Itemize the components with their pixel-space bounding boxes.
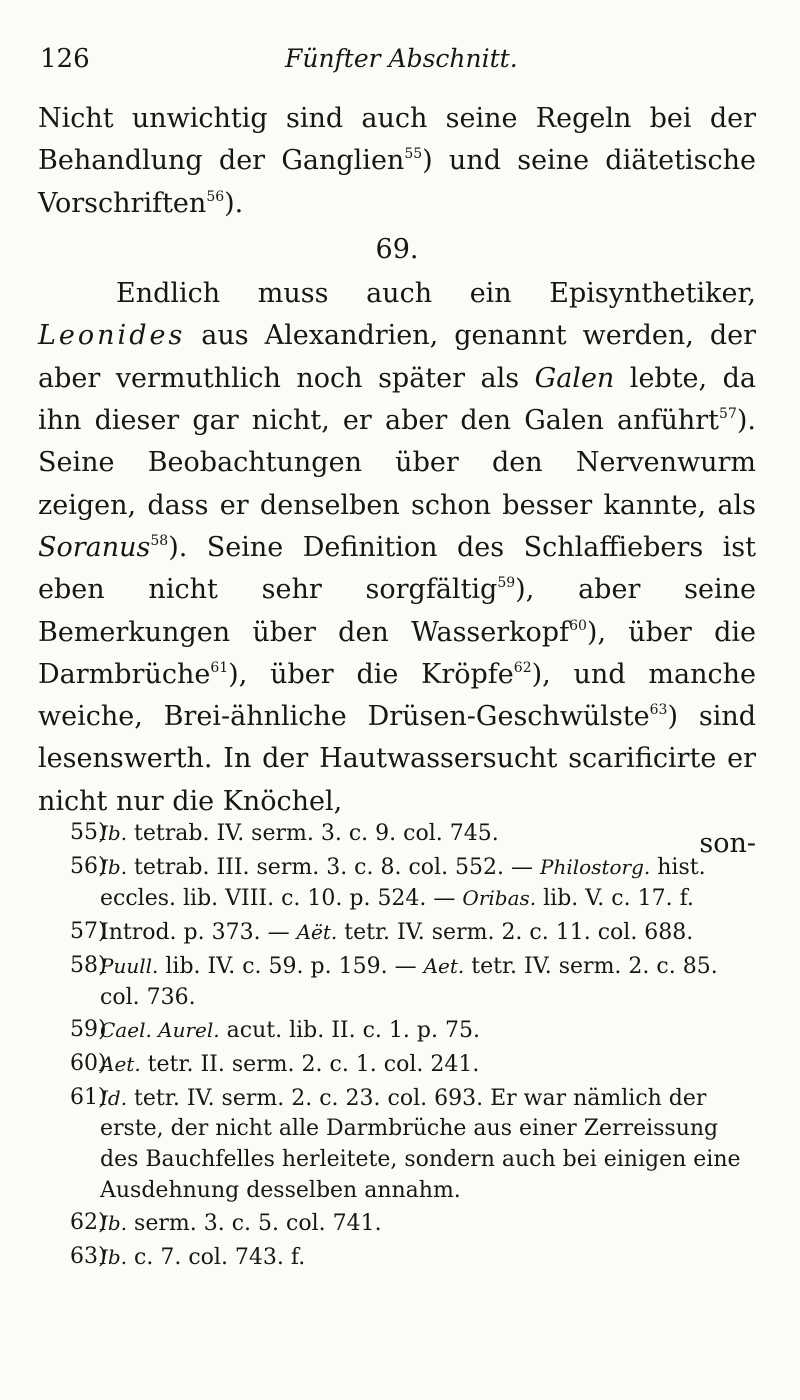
footnote-56: 56) Ib. tetrab. III. serm. 3. c. 8. col. 552. — Philostorg. hist. eccles. lib. VIII. c. 10. p. 524. — Oribas. lib. V. c. 17. f. [70, 853, 706, 912]
footnote-ref-59[interactable]: 59 [497, 575, 516, 592]
footnote-ref-57[interactable]: 57 [719, 406, 737, 423]
paragraph-leonides: Endlich muss auch ein Episynthetiker, Leonides aus Alexandrien, genannt werden, der aber vermuthlich noch später als Galen lebte, da ihn dieser gar nicht, er aber den Galen anführt$^{57}$). Seine Beobachtungen über den Nervenwurm zeigen, dass er denselben schon besser kannte, als Soranus$^{58}$). Seine Definition des Schlaffiebers ist eben nicht sehr sorgfältig$^{59}$), aber seine Bemerkungen über den Wasserkopf$^{60}$), über die Darmbrüche$^{61}$), über die Kröpfe$^{62}$), und manche weiche, Brei-ähnliche Drüsen-Geschwülste$^{63}$) sind lesenswerth. In der Hautwassersucht scarificirte er nicht nur die Knöchel, [38, 278, 757, 817]
person-name-galen: Galen [534, 362, 615, 394]
footnote-55: 55) Ib. tetrab. IV. serm. 3. c. 9. col. 745. [70, 820, 499, 846]
footnote-60: 60) Aet. tetr. II. serm. 2. c. 1. col. 241. [70, 1050, 480, 1077]
footnote-63: 63) Ib. c. 7. col. 743. f. [70, 1244, 306, 1271]
footnote-ref-60[interactable]: 60 [569, 617, 587, 634]
footnote-ref-61[interactable]: 61 [210, 659, 229, 676]
main-text [38, 98, 756, 865]
footnote-58: 58) Puull. lib. IV. c. 59. p. 159. — Aet. tetr. IV. serm. 2. c. 85. col. 736. [70, 952, 718, 1010]
person-name-leonides: Leonides [38, 320, 186, 352]
footnote-61: 61) Id. tetr. IV. serm. 2. c. 23. col. 693. Er war nämlich der erste, der nicht alle Darmbrüche aus einer Zerreissung des Bauchfelles herleitete, sondern auch bei einigen eine Ausdehnung desselben annahm. [70, 1084, 741, 1203]
footnote-ref-58[interactable]: 58 [150, 532, 169, 549]
section-number: 69. [375, 233, 419, 265]
footnote-ref-56[interactable]: 56 [206, 188, 225, 205]
footnote-ref-55[interactable]: 55 [404, 146, 423, 163]
paragraph-intro: Nicht unwichtig sind auch seine Regeln bei der Behandlung der Ganglien$^{55}$) und seine diätetische Vorschriften$^{56}$). [38, 103, 756, 219]
footnotes [70, 818, 758, 1276]
footnote-59: 59) Cael. Aurel. acut. lib. II. c. 1. p. 75. [70, 1017, 480, 1044]
running-head: Fünfter Abschnitt. [285, 44, 518, 73]
catchword: son- [699, 828, 756, 860]
page-header [40, 44, 760, 84]
footnote-ref-63[interactable]: 63 [649, 702, 668, 719]
footnote-57: 57) Introd. p. 373. — Aët. tetr. IV. serm. 2. c. 11. col. 688. [70, 919, 694, 946]
person-name-soranus: Soranus [38, 531, 151, 563]
footnote-62: 62) Ib. serm. 3. c. 5. col. 741. [70, 1210, 382, 1237]
page-number: 126 [40, 44, 90, 74]
footnote-ref-62[interactable]: 62 [513, 659, 532, 676]
